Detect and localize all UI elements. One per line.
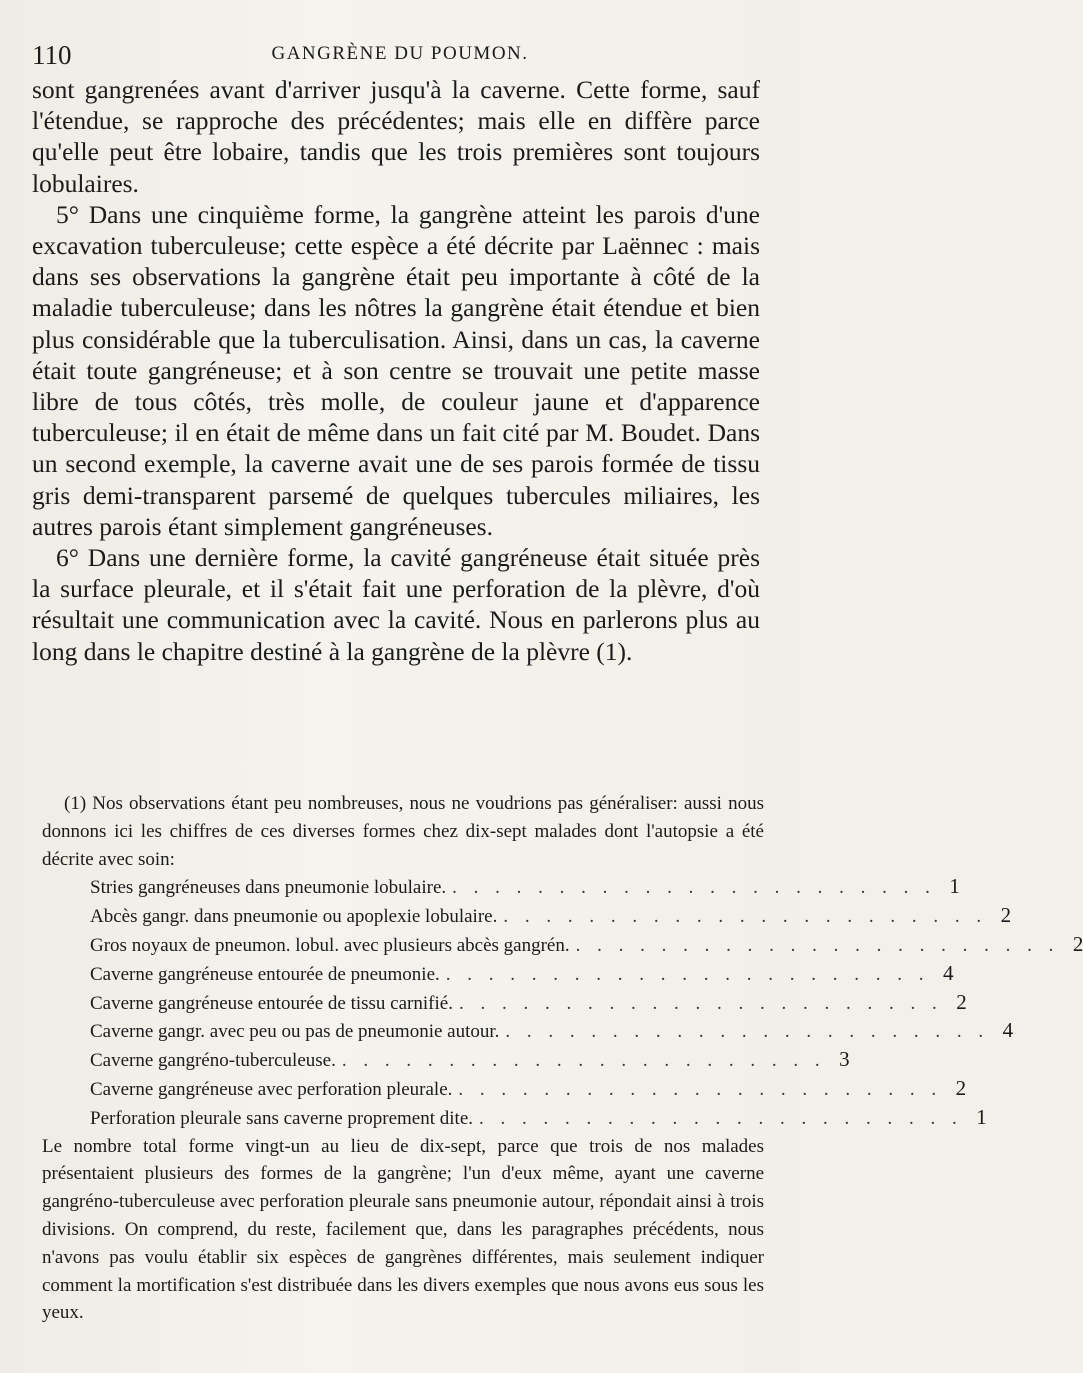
leader-dots: . . . . . . . . . . . . . . . . . . . . . . . (445, 963, 930, 985)
footnote-closing: Le nombre total forme vingt-un au lieu de dix-sept, parce que trois de nos malades présentaient plusieurs des formes de la gangrène; l'un d'eux même, ayant une caverne gangréno-tuberculeuse avec perforation pleurale sans pneumonie autour, répondait ainsi à trois divisions. On comprend, du reste, facilement que, dans les paragraphes précédents, nous n'avons pas voulu établir six espèces de gangrènes différentes, mais seulement indiquer comment la mortification s'est distribuée dans les divers exemples que nous avons eus sous les yeux. (42, 1135, 764, 1324)
footnote-row (42, 989, 967, 1018)
page-number: 110 (32, 40, 72, 70)
footnote-row-count: 2 (956, 989, 967, 1014)
footnote-row (42, 1104, 987, 1133)
footnote-row (42, 931, 1083, 960)
footnote-row (42, 1017, 1014, 1046)
leader-dots: . . . . . . . . . . . . . . . . . . . . . . . (452, 877, 936, 899)
footnote-row (42, 1075, 967, 1104)
footnote-row-count: 4 (943, 960, 954, 985)
leader-dots: . . . . . . . . . . . . . . . . . . . . . . . (503, 906, 988, 928)
footnote-row-label: Caverne gangréneuse entourée de pneumonie. (90, 963, 440, 985)
footnote-row-count: 3 (839, 1047, 850, 1072)
footnote-row-count: 1 (949, 874, 960, 899)
footnote-row-count: 2 (1072, 931, 1083, 956)
footnote-row-count: 2 (1000, 903, 1012, 928)
footnote-row-label: Gros noyaux de pneumon. lobul. avec plusieurs abcès gangrén. (90, 934, 570, 956)
page-header (0, 40, 800, 74)
footnote-intro: (1) Nos observations étant peu nombreuses, nous ne voudrions pas généraliser: aussi nous donnons ici les chiffres de ces diverses formes chez dix-sept malades dont l'autopsie a été décrite avec soin: (42, 793, 764, 870)
footnote-row-label: Abcès gangr. dans pneumonie ou apoplexie lobulaire. (90, 906, 498, 928)
footnote-row-count: 4 (1002, 1018, 1014, 1043)
footnote-row-label: Caverne gangréneuse entourée de tissu carnifié. (90, 992, 453, 1014)
footnote-row (42, 873, 960, 902)
leader-dots: . . . . . . . . . . . . . . . . . . . . . . . (575, 934, 1060, 956)
leader-dots: . . . . . . . . . . . . . . . . . . . . . . . (505, 1021, 990, 1043)
footnote-row-count: 2 (955, 1075, 967, 1100)
footnote-row-label: Stries gangréneuses dans pneumonie lobulaire. (90, 877, 447, 899)
leader-dots: . . . . . . . . . . . . . . . . . . . . . . . (479, 1107, 963, 1129)
main-text (32, 74, 760, 667)
leader-dots: . . . . . . . . . . . . . . . . . . . . . . . (458, 992, 943, 1014)
footnote-row (42, 960, 954, 989)
footnote-row-label: Caverne gangréneuse avec perforation pleurale. (90, 1078, 453, 1100)
paragraph-continued: sont gangrenées avant d'arriver jusqu'à la caverne. Cette forme, sauf l'étendue, se rapproche des précédentes; mais elle en diffère parce qu'elle peut être lobaire, tandis que les trois premières sont toujours lobulaires. (32, 75, 760, 198)
footnote-table (42, 873, 1083, 1132)
paragraph-sixth-form: 6° Dans une dernière forme, la cavité gangréneuse était située près la surface pleurale, et il s'était fait une perforation de la plèvre, d'où résultait une communication avec la cavité. Nous en parlerons plus au long dans le chapitre destiné à la gangrène de la plèvre (1). (32, 543, 760, 666)
paragraph-fifth-form: 5° Dans une cinquième forme, la gangrène atteint les parois d'une excavation tuberculeuse; cette espèce a été décrite par Laënnec : mais dans ses observations la gangrène était peu importante à côté de la maladie tuberculeuse; dans les nôtres la gangrène était étendue et bien plus considérable que la tuberculisation. Ainsi, dans un cas, la caverne était toute gangréneuse; et à son centre se trouvait une petite masse libre de tous côtés, très molle, de couleur jaune et d'apparence tuberculeuse; il en était de même dans un fait cité par M. Boudet. Dans un second exemple, la caverne avait une de ses parois formée de tissu gris demi-transparent parsemé de quelques tubercules miliaires, les autres parois étant simplement gangréneuses. (32, 199, 760, 541)
running-head: GANGRÈNE DU POUMON. (271, 43, 529, 64)
footnote-row-label: Caverne gangréno-tuberculeuse. (90, 1050, 336, 1072)
leader-dots: . . . . . . . . . . . . . . . . . . . . . . . (341, 1050, 826, 1072)
footnote-row-label: Perforation pleurale sans caverne proprement dite. (90, 1107, 474, 1129)
footnote (42, 790, 1083, 1327)
footnote-row-label: Caverne gangr. avec peu ou pas de pneumonie autour. (90, 1021, 500, 1043)
footnote-row (42, 1046, 850, 1075)
footnote-row-count: 1 (976, 1104, 987, 1129)
leader-dots: . . . . . . . . . . . . . . . . . . . . . . . (458, 1078, 943, 1100)
footnote-row (42, 902, 1012, 931)
